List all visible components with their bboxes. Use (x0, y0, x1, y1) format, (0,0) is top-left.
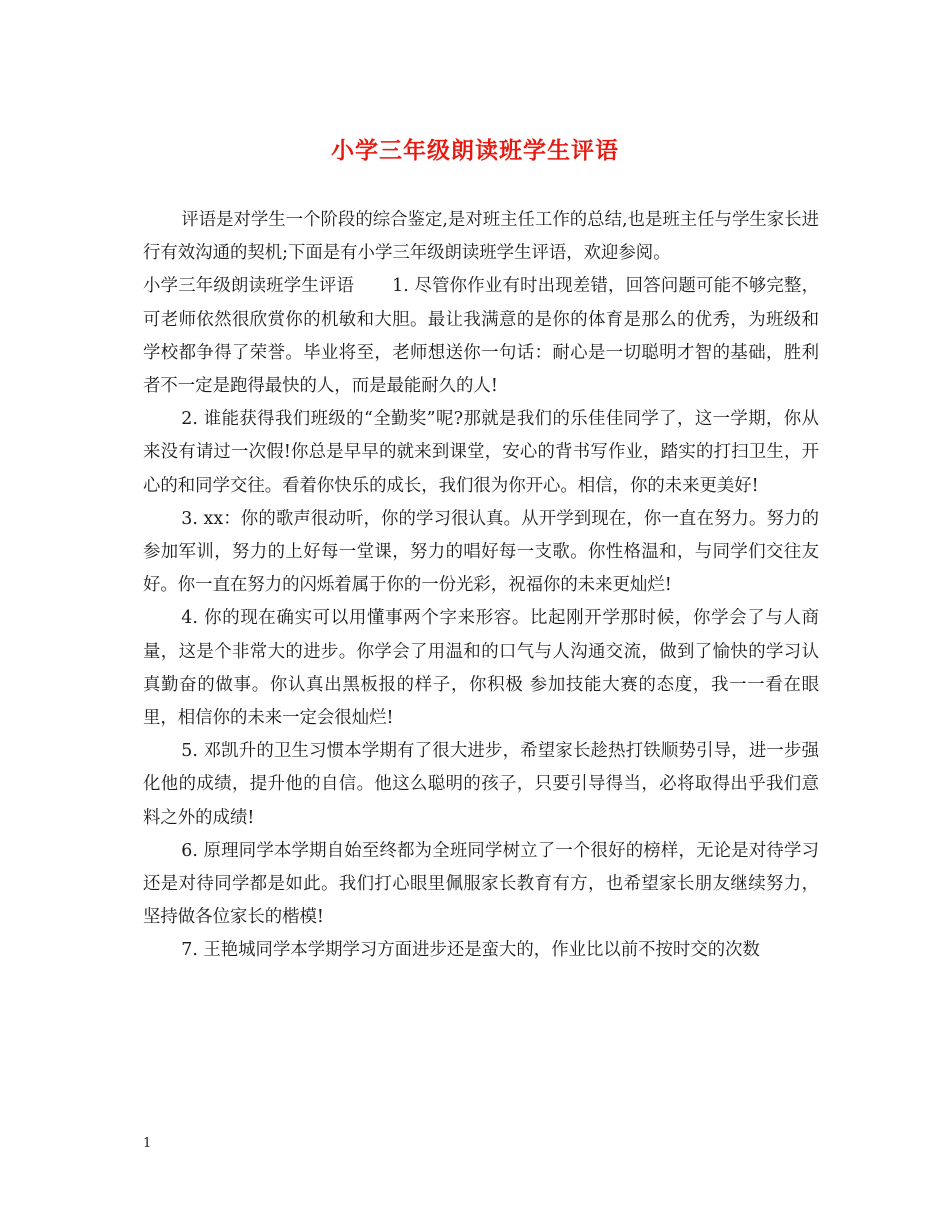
comment-paragraph-4: 4. 你的现在确实可以用懂事两个字来形容。比起刚开学那时候，你学会了与人商量，这是个非常大的进步。你学会了用温和的口气与人沟通交流，做到了愉快的学习认真勤奋的做事。你认真出黑板报的样子，你积极 参加技能大赛的态度，我一一看在眼里，相信你的未来一定会很灿烂! (143, 608, 819, 729)
document-title: 小学三年级朗读班学生评语 (331, 137, 619, 164)
section-heading-label: 小学三年级朗读班学生评语 (143, 276, 355, 297)
comment-paragraph-5: 5. 邓凯升的卫生习惯本学期有了很大进步，希望家长趁热打铁顺势引导，进一步强化他的成绩，提升他的自信。他这么聪明的孩子，只要引导得当，必将取得出乎我们意料之外的成绩! (143, 741, 819, 828)
page-number: 1 (143, 1136, 152, 1151)
intro-paragraph: 评语是对学生一个阶段的综合鉴定,是对班主任工作的总结,也是班主任与学生家长进行有效沟通的契机;下面是有小学三年级朗读班学生评语，欢迎参阅。 (143, 210, 819, 264)
comment-paragraph-3: 3. xx：你的歌声很动听，你的学习很认真。从开学到现在，你一直在努力。努力的参加军训，努力的上好每一堂课，努力的唱好每一支歌。你性格温和，与同学们交往友好。你一直在努力的闪烁着属于你的一份光彩，祝福你的未来更灿烂! (143, 508, 819, 596)
comment-paragraph-1 (143, 270, 819, 403)
comment-paragraph-2: 2. 谁能获得我们班级的“全勤奖”呢?那就是我们的乐佳佳同学了，这一学期，你从来没有请过一次假!你总是早早的就来到课堂，安心的背书写作业，踏实的打扫卫生，开心的和同学交往。看着你快乐的成长，我们很为你开心。相信，你的未来更美好! (143, 409, 819, 496)
document-body (143, 204, 819, 968)
comment-paragraph-6: 6. 原理同学本学期自始至终都为全班同学树立了一个很好的榜样，无论是对待学习还是对待同学都是如此。我们打心眼里佩服家长教育有方，也希望家长朋友继续努力，坚持做各位家长的楷模! (143, 840, 819, 928)
comment-paragraph-7: 7. 王艳城同学本学期学习方面进步还是蛮大的，作业比以前不按时交的次数 (181, 940, 760, 961)
comment-1-text: 1. 尽管你作业有时出现差错，回答问题可能不够完整，可老师依然很欣赏你的机敏和大胆。最让我满意的是你的体育是那么的优秀，为班级和学校都争得了荣誉。毕业将至，老师想送你一句话：耐心是一切聪明才智的基础，胜利者不一定是跑得最快的人，而是最能耐久的人! (143, 276, 819, 397)
